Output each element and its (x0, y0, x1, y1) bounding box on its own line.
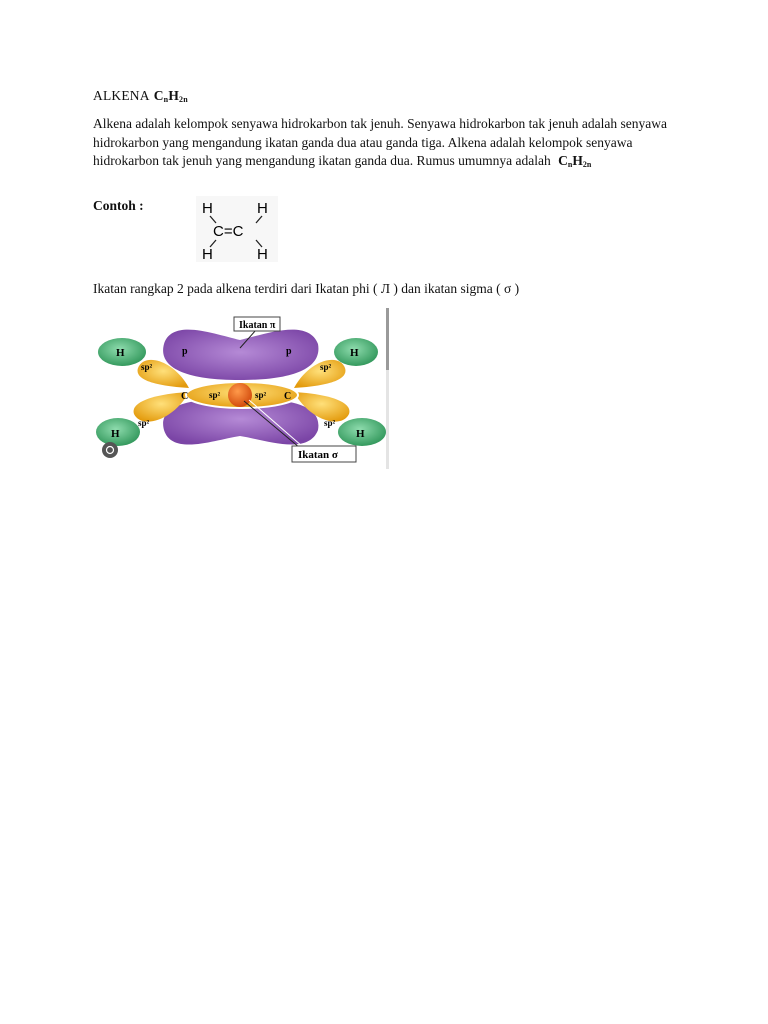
formula-h: H (168, 88, 180, 103)
general-formula (558, 153, 591, 168)
formula-2n: 2n (582, 160, 592, 169)
title-word: ALKENA (93, 88, 150, 103)
formula-2n: 2n (179, 95, 188, 104)
ethene-structure-image (196, 196, 278, 262)
orbital-diagram-image (94, 308, 389, 469)
bond-sentence: Ikatan rangkap 2 pada alkena terdiri dari Ikatan phi ( Л ) dan ikatan sigma ( σ ) (93, 281, 520, 296)
sp2-label: sp² (255, 390, 267, 400)
formula-n: n (567, 160, 573, 169)
bond-line (210, 216, 216, 223)
definition-paragraph (93, 115, 693, 175)
sp2-label: sp² (324, 418, 336, 428)
sp2-label: sp² (320, 362, 332, 372)
page-title (93, 88, 188, 104)
sp2-label: sp² (209, 390, 221, 400)
sigma-label: Ikatan σ (298, 449, 338, 461)
bond-line (256, 216, 262, 223)
h-bottom-right: H (257, 246, 268, 262)
c-label: C (284, 391, 292, 402)
h-top-left: H (202, 200, 213, 217)
orbital-diagram-svg (94, 308, 389, 469)
h-bottom-left: H (202, 246, 213, 262)
ethene-structure-svg (196, 196, 278, 262)
bond-line (210, 240, 216, 247)
example-label: Contoh : (93, 198, 144, 213)
h-label: H (356, 428, 365, 440)
h-label: H (116, 347, 125, 359)
title-formula (154, 88, 188, 103)
h-label: H (111, 428, 120, 440)
p-label: p (286, 346, 292, 357)
h-label: H (350, 347, 359, 359)
pi-label: Ikatan π (239, 320, 276, 331)
sigma-center (228, 383, 252, 407)
bond-label: C=C (213, 223, 244, 240)
rotate-badge-icon[interactable] (102, 442, 118, 458)
formula-c: C (558, 153, 568, 168)
formula-h: H (572, 153, 583, 168)
sp2-label: sp² (141, 362, 153, 372)
formula-c: C (153, 88, 164, 103)
image-scrollbar-thumb[interactable] (386, 308, 389, 370)
sp2-label: sp² (138, 418, 150, 428)
p-label: p (182, 346, 188, 357)
h-top-right: H (257, 200, 268, 217)
formula-n: n (163, 95, 169, 104)
definition-text: Alkena adalah kelompok senyawa hidrokarbon tak jenuh. Senyawa hidrokarbon tak jenuh adalah senyawa hidrokarbon yang mengandung ikatan ganda dua atau ganda tiga. Alkena adalah kelompok senyawa hidrokarbon tak jenuh yang mengandung ikatan ganda dua. Rumus umumnya adalah (93, 116, 667, 168)
c-label: C (181, 391, 189, 402)
